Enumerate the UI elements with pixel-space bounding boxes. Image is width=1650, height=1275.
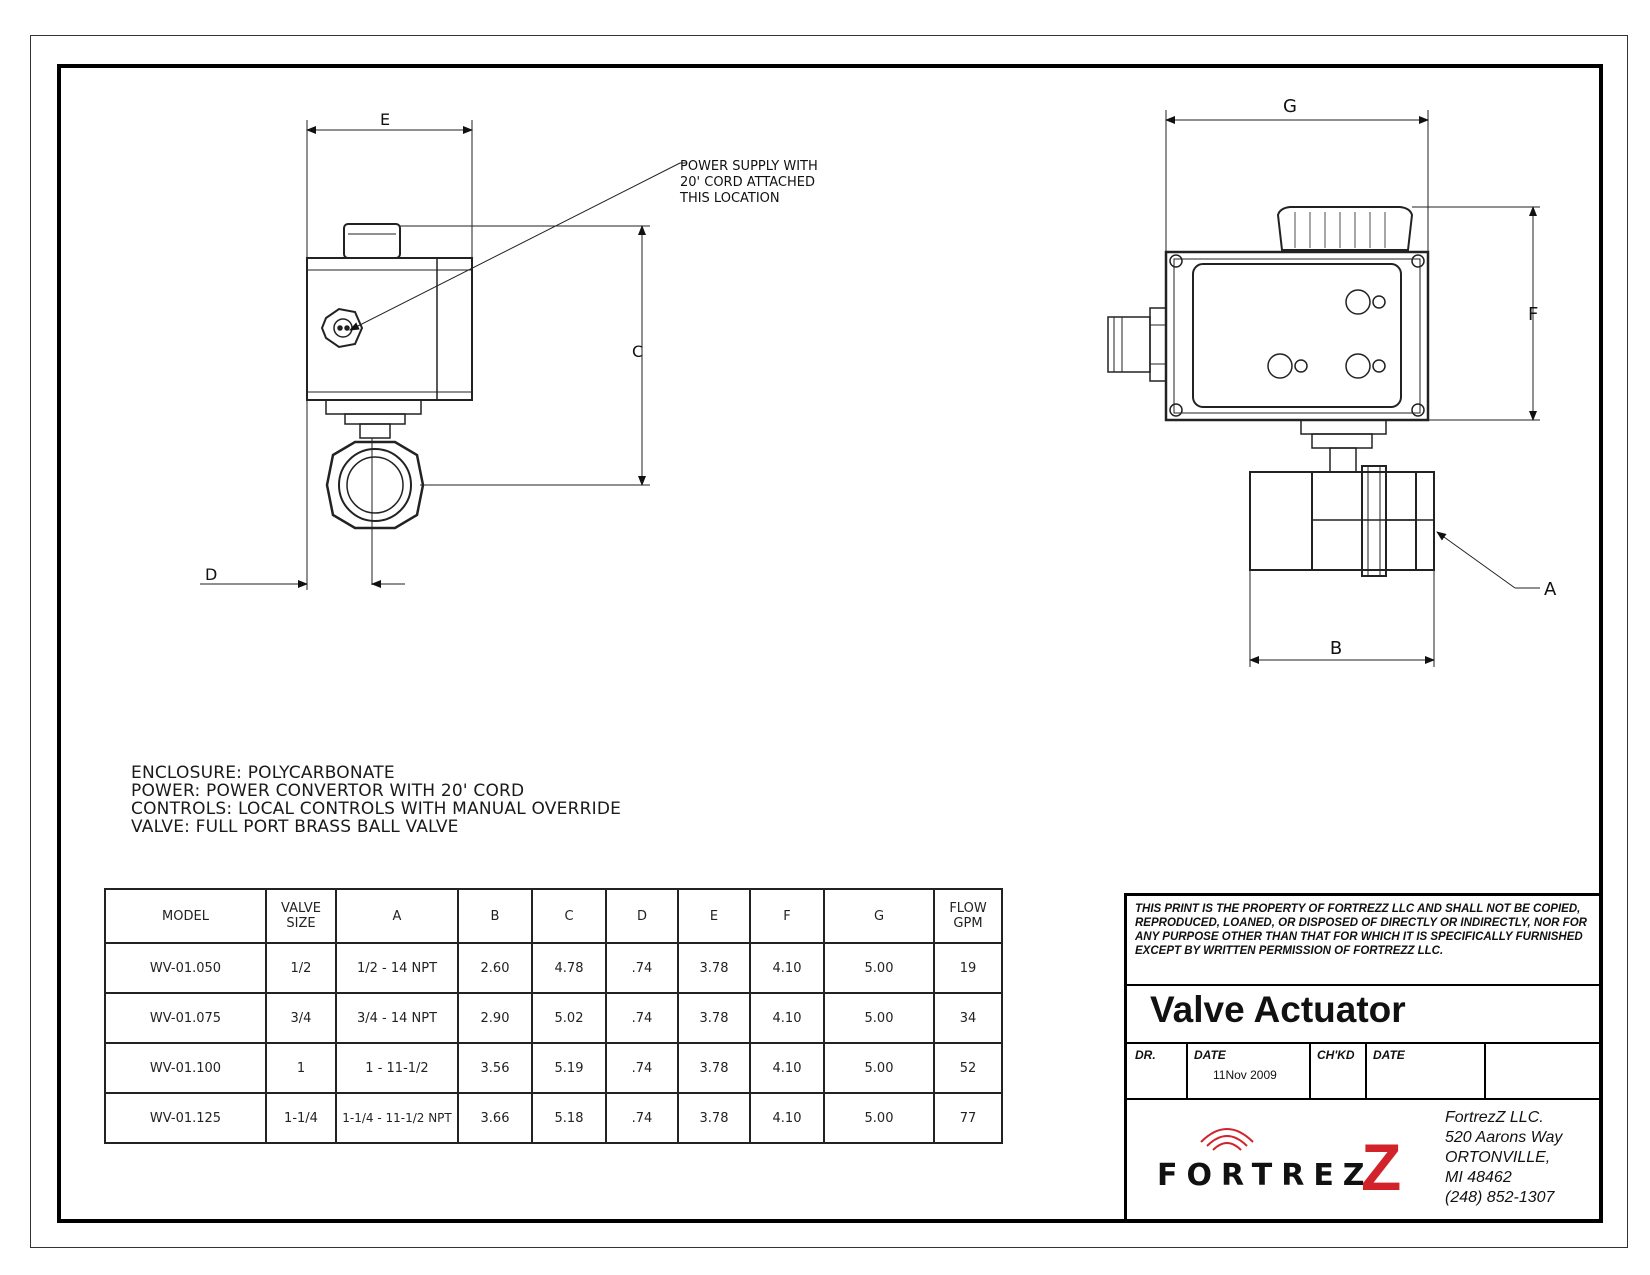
dim-g-label: G	[1283, 96, 1297, 117]
date-label: DATE	[1194, 1048, 1226, 1062]
drawing-title: Valve Actuator	[1150, 989, 1406, 1030]
cell-b: 2.90	[458, 993, 532, 1043]
address-line: ORTONVILLE,	[1445, 1149, 1551, 1166]
date-value: 11Nov 2009	[1213, 1068, 1277, 1082]
dr-label: DR.	[1135, 1048, 1156, 1062]
cell-a: 1 - 11-1/2	[336, 1043, 458, 1093]
note-power: POWER: POWER CONVERTOR WITH 20' CORD	[131, 781, 525, 801]
spec-header-row	[105, 889, 1002, 943]
cell-f: 4.10	[750, 1093, 824, 1143]
header-g: G	[824, 889, 934, 943]
header-model: MODEL	[105, 889, 266, 943]
cell-divider	[1309, 1042, 1311, 1098]
header-flow-gpm: FLOW GPM	[934, 889, 1002, 943]
side-view	[200, 120, 686, 590]
title-block	[1124, 893, 1599, 1219]
cell-flow: 19	[934, 943, 1002, 993]
cell-b: 3.66	[458, 1093, 532, 1143]
note-valve: VALVE: FULL PORT BRASS BALL VALVE	[131, 817, 459, 837]
cell-g: 5.00	[824, 1093, 934, 1143]
cell-flow: 34	[934, 993, 1002, 1043]
cell-d: .74	[606, 943, 678, 993]
date2-label: DATE	[1373, 1048, 1405, 1062]
header-c: C	[532, 889, 606, 943]
cell-divider	[1186, 1042, 1188, 1098]
address-line: (248) 852-1307	[1445, 1189, 1555, 1206]
title-divider	[1127, 984, 1599, 986]
cell-b: 3.56	[458, 1043, 532, 1093]
header-b: B	[458, 889, 532, 943]
cell-a: 1/2 - 14 NPT	[336, 943, 458, 993]
cell-f: 4.10	[750, 943, 824, 993]
cell-e: 3.78	[678, 993, 750, 1043]
callout-line-3: THIS LOCATION	[680, 191, 780, 206]
cell-c: 5.02	[532, 993, 606, 1043]
address-line: FortrezZ LLC.	[1445, 1109, 1544, 1126]
chkd-label: CH'KD	[1317, 1048, 1355, 1062]
cell-g: 5.00	[824, 993, 934, 1043]
cell-f: 4.10	[750, 993, 824, 1043]
address-line: MI 48462	[1445, 1169, 1512, 1186]
dim-c-label: C	[632, 342, 644, 361]
front-view	[1108, 110, 1540, 667]
dim-f-label: F	[1528, 304, 1539, 325]
title-divider-3	[1127, 1098, 1599, 1100]
cell-flow: 52	[934, 1043, 1002, 1093]
table-row	[105, 943, 1002, 993]
callout-line-2: 20' CORD ATTACHED	[680, 175, 816, 190]
company-address	[1445, 1108, 1562, 1208]
callout-line-1: POWER SUPPLY WITH	[680, 159, 818, 174]
cell-model: WV-01.100	[105, 1043, 266, 1093]
cell-d: .74	[606, 993, 678, 1043]
note-enclosure: ENCLOSURE: POLYCARBONATE	[131, 763, 395, 783]
cell-valve-size: 1/2	[266, 943, 336, 993]
cell-valve-size: 1-1/4	[266, 1093, 336, 1143]
cell-e: 3.78	[678, 1043, 750, 1093]
header-f: F	[750, 889, 824, 943]
cell-valve-size: 1	[266, 1043, 336, 1093]
dim-a-label: A	[1544, 579, 1557, 600]
cell-c: 5.19	[532, 1043, 606, 1093]
title-divider-2	[1127, 1042, 1599, 1044]
note-controls: CONTROLS: LOCAL CONTROLS WITH MANUAL OVERRIDE	[131, 799, 622, 819]
property-notice: THIS PRINT IS THE PROPERTY OF FORTREZZ LLC AND SHALL NOT BE COPIED, REPRODUCED, LOANED, OR DISPOSED OF DIRECTLY OR INDIRECTLY, NOR FOR ANY PURPOSE OTHER THAN THAT FOR WHICH IT IS SPECIFICALLY FURNISHED EXCEPT BY WRITTEN PERMISSION OF FORTREZZ LLC.	[1135, 903, 1587, 957]
cell-e: 3.78	[678, 943, 750, 993]
cell-model: WV-01.125	[105, 1093, 266, 1143]
cell-divider	[1484, 1042, 1486, 1098]
logo-z: Z	[1361, 1130, 1402, 1204]
cell-a: 3/4 - 14 NPT	[336, 993, 458, 1043]
cell-valve-size: 3/4	[266, 993, 336, 1043]
spec-table	[104, 888, 1003, 1144]
cell-a: 1-1/4 - 11-1/2 NPT	[336, 1093, 458, 1143]
address-line: 520 Aarons Way	[1445, 1129, 1563, 1146]
logo-wordmark: FORTREZ	[1157, 1158, 1374, 1193]
table-row	[105, 1093, 1002, 1143]
table-row	[105, 1043, 1002, 1093]
dim-e-label: E	[379, 110, 391, 129]
cell-model: WV-01.050	[105, 943, 266, 993]
cell-b: 2.60	[458, 943, 532, 993]
header-e: E	[678, 889, 750, 943]
signal-icon	[1197, 1126, 1257, 1156]
cell-e: 3.78	[678, 1093, 750, 1143]
cell-divider	[1365, 1042, 1367, 1098]
cell-g: 5.00	[824, 1043, 934, 1093]
cell-flow: 77	[934, 1093, 1002, 1143]
cell-model: WV-01.075	[105, 993, 266, 1043]
header-valve-size: VALVE SIZE	[266, 889, 336, 943]
fortrezz-logo	[1157, 1124, 1402, 1204]
dim-b-label: B	[1329, 638, 1343, 659]
header-d: D	[606, 889, 678, 943]
cell-c: 5.18	[532, 1093, 606, 1143]
table-row	[105, 993, 1002, 1043]
cell-g: 5.00	[824, 943, 934, 993]
cell-f: 4.10	[750, 1043, 824, 1093]
cell-d: .74	[606, 1093, 678, 1143]
cell-c: 4.78	[532, 943, 606, 993]
header-a: A	[336, 889, 458, 943]
general-notes	[131, 764, 621, 836]
dim-d-label: D	[205, 565, 218, 584]
cell-d: .74	[606, 1043, 678, 1093]
